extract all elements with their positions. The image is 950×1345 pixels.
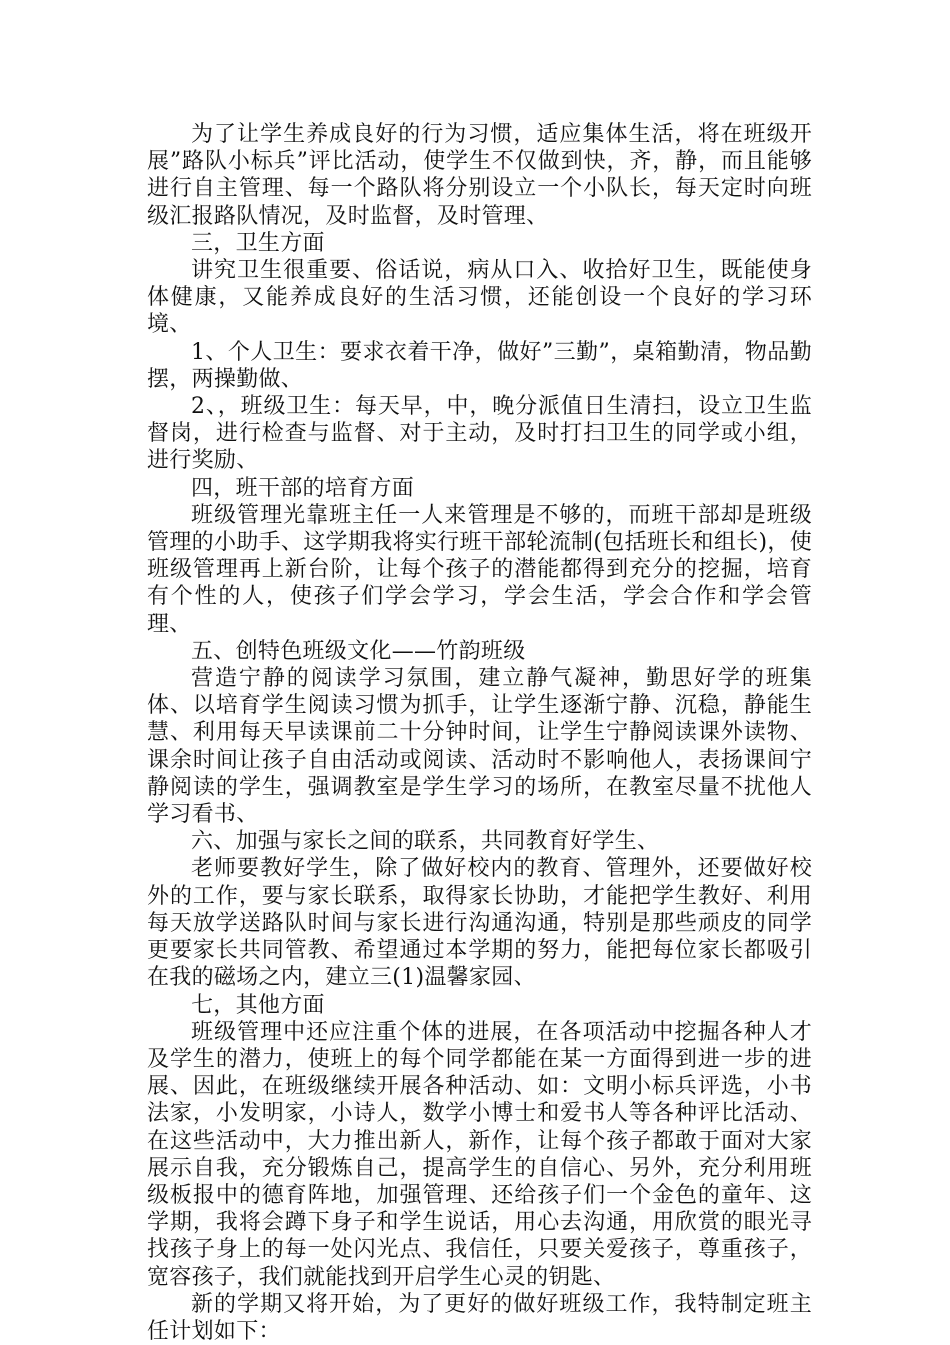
section-heading-class-culture: 五、创特色班级文化——竹韵班级 [191, 638, 526, 664]
paragraph-parents: 老师要教好学生，除了做好校内的教育、管理外，还要做好校外的工作，要与家长联系，取得家长协助，才能把学生教好、利用每天放学送路队时间与家长进行沟通沟通，特别是那些顽皮的同学更要家长共同管教、希望通过本学期的努力，能把每位家长都吸引在我的磁场之内，建立三(1)温馨家园、 [147, 856, 812, 991]
paragraph-class-culture: 营造宁静的阅读学习氛围，建立静气凝神，勤思好学的班集体、以培育学生阅读习惯为抓手，让学生逐渐宁静、沉稳，静能生慧、利用每天早读课前二十分钟时间，让学生宁静阅读课外读物、课余时间让孩子自由活动或阅读、活动时不影响他人，表扬课间宁静阅读的学生，强调教室是学生学习的场所，在教室尽量不扰他人学习看书、 [147, 666, 812, 828]
paragraph-new-semester: 新的学期又将开始，为了更好的做好班级工作，我特制定班主任计划如下： [147, 1291, 812, 1344]
paragraph-road-team: 为了让学生养成良好的行为习惯，适应集体生活，将在班级开展”路队小标兵”评比活动，使学生不仅做到快，齐，静，而且能够进行自主管理、每一个路队将分别设立一个小队长，每天定时向班级汇报路队情况，及时监督，及时管理、 [147, 122, 812, 229]
section-heading-parents: 六、加强与家长之间的联系，共同教育好学生、 [191, 829, 660, 855]
document-body [147, 121, 812, 1345]
section-heading-class-cadre: 四，班干部的培育方面 [191, 475, 415, 501]
paragraph-other: 班级管理中还应注重个体的进展，在各项活动中挖掘各种人才及学生的潜力，使班上的每个同学都能在某一方面得到进一步的进展、因此，在班级继续开展各种活动、如：文明小标兵评选，小书法家，小发明家，小诗人，数学小博士和爱书人等各种评比活动、在这些活动中，大力推出新人，新作，让每个孩子都敢于面对大家展示自我，充分锻炼自己，提高学生的自信心、另外，充分利用班级板报中的德育阵地，加强管理、还给孩子们一个金色的童年、这学期，我将会蹲下身子和学生说话，用心去沟通，用欣赏的眼光寻找孩子身上的每一处闪光点、我信任，只要关爱孩子，尊重孩子，宽容孩子，我们就能找到开启学生心灵的钥匙、 [147, 1019, 812, 1290]
paragraph-class-hygiene: 2、，班级卫生：每天早，中，晚分派值日生清扫，设立卫生监督岗，进行检查与监督、对于主动，及时打扫卫生的同学或小组，进行奖励、 [147, 394, 812, 474]
paragraph-personal-hygiene: 1、个人卫生：要求衣着干净，做好”三勤”，桌箱勤清，物品勤摆，两操勤做、 [147, 339, 812, 392]
section-heading-hygiene: 三，卫生方面 [191, 230, 325, 256]
section-heading-other: 七，其他方面 [191, 992, 325, 1018]
paragraph-hygiene-intro: 讲究卫生很重要、俗话说，病从口入、收拾好卫生，既能使身体健康，又能养成良好的生活习惯，还能创设一个良好的学习环境、 [147, 258, 812, 338]
paragraph-class-cadre: 班级管理光靠班主任一人来管理是不够的，而班干部却是班级管理的小助手、这学期我将实行班干部轮流制(包括班长和组长)，使班级管理再上新台阶，让每个孩子的潜能都得到充分的挖掘，培育有个性的人，使孩子们学会学习，学会生活，学会合作和学会管理、 [147, 502, 812, 637]
